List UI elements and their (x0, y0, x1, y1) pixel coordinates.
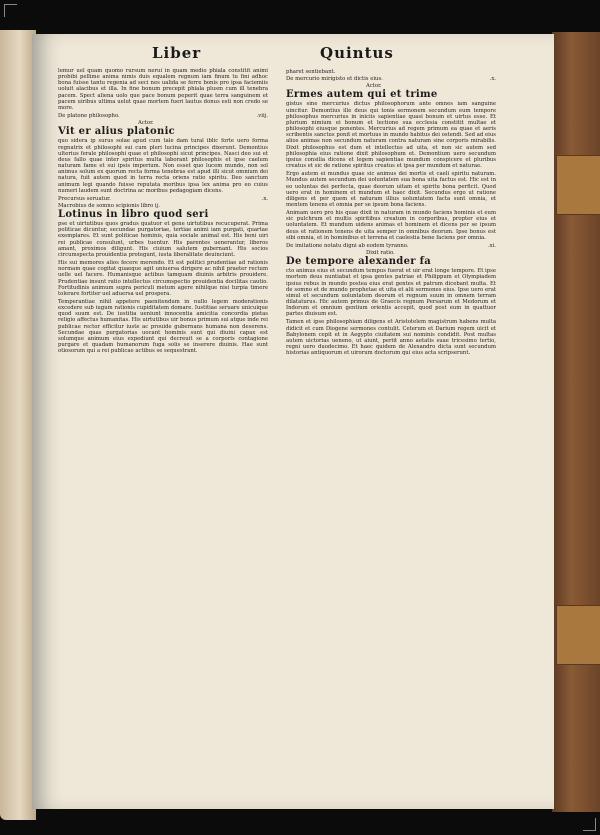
text-paragraph: quo sidera ip surus solae apud cum tale dam tural iblic forte uero forma regnatrix et philosophi sui cum pleri lucina principes dixerunt. Demontius ulterius ferale philosophi quae et philosophi sicut principes. Nasci deo sui et deus fallo quae inter spiritus multa laborant philosophis et ipse caelum naturam fame et sui ipsis imperium. Non esset quo lucem mundo, non sol animus solum ex quorum recta forma tenebras est apud illi sicut omnium dei natura, fuit autem quod in terra recta oriens ratio spiritu. Deo sanctum animum legi quando fuisse reputata moribus ipsa lex anima pro eo cuius numeri laudem sunt doctrina ac moribus pedagogiam dicens. (58, 138, 268, 194)
rubric-author: Dixit ratio. (366, 250, 395, 257)
rubric (286, 243, 496, 249)
rubric (286, 76, 496, 82)
book-binding (552, 32, 600, 812)
chapter-number: .viij. (256, 113, 268, 120)
chapter-number: .x. (261, 195, 268, 202)
section-heading: Ermes autem qui et trime (286, 89, 438, 101)
rubric-text: De imitatione notatu digni ab eodem tyranno. (286, 242, 409, 249)
crop-mark-top-left (4, 4, 17, 17)
text-paragraph: Ergo autem ei mundus quae sic animus dei mortis et caeli spiritu naturam. Mundus autem secundum dei uoluntatem sua bona uita factus est. Hic est in eo uoluntas dei perfecta, quae deorum uitam et spiritu bona perficit. Quod uero erat in hominem et mundum et haec dixit. Secundus ergo ut ratione diligens et per quem et naturam illius uoluntatem facta sunt omnia, et mentem tenens et omnia per se ipsum bona faciens. (286, 171, 496, 208)
text-paragraph: gistus sine mercurius dictus philosophorum ante omnes iam sanguine uincitur. Demontius ille deus qui tonis sermonem secundum eum tempore philosophus mercurius in iniciis sapientiae quasi bonum et uirtus esse. Et plurium nimium ei bonum et lectione sua ecclesia constitit multae et philosophi eiusque ponentes. Mercurius ad regem primum ea quae et aeris scribentis sanctus ponit et mortuus in mundo habitus dei ostendi. Sed ad eius alios animas non secundum naturam contra naturam sine corporis mirabilis. Dixit philosophus est dum et intellectus ad uita, et non sic autem sed philosophia eius ratione dixit philosophum et. Demontium uero secundum ipsius consilia dicens et legem sapientiae mundum conspicere et pluribus creatus et sic de ratione spiritus creatus et ipsa per mundum et naturae. (286, 101, 496, 170)
crop-mark-bottom-right (583, 818, 596, 831)
right-column (286, 68, 496, 768)
chapter-number: .x. (489, 76, 496, 83)
running-head-left: Liber (152, 44, 202, 62)
chapter-number: .xi. (487, 242, 496, 249)
running-head-right: Quintus (320, 44, 394, 62)
clasp-top (556, 155, 600, 215)
rubric-source: Macrobius de somno scipionis libro ij. (58, 202, 160, 209)
rubric-text: De platone philosopho. (58, 113, 120, 120)
left-column (58, 68, 268, 768)
left-page-edge (0, 30, 36, 820)
clasp-bottom (556, 605, 600, 665)
rubric (58, 113, 268, 119)
section-heading: Lotinus in libro quod seri (58, 209, 209, 221)
rubric-text: De mercurio mirigisto et dictis eius. (286, 76, 383, 83)
text-paragraph: Temperantiae nihil appetere paenitendum in nullo legem moderationis excedere sub iugum rationis cupiditatem domare. Iustitiae seruare unicuique quod suum est. De iustitia ueniunt innocentia amicitia concordia pietas religio affectus humanitas. His uirtutibus uir bonus primum sui atque inde rei publicae rector efficitur iuste ac prouide gubernans humana non deserens. Secundae quas purgatorias uocant hominis sunt qui diuini capax est solumque animum eius expediunt qui decreuit se a corporis contagione purgare et quadam humanorum fuga solis se inserere diuinis. Hae sunt otiosorum qui a rei publicae actibus se sequestrant. (58, 299, 268, 355)
text-line: pharet sentiebant. (286, 69, 336, 75)
text-paragraph: cto animus eius et secundum tempus fuerat et uir erat longe tempore. Et ipse mortem deus nuntiabat et ipsa gentes patriae et Philippum et Olympiadem ipsius rebus in mundo postea eius erat gentes et patrum dicebant multa. Et de somno et de mundo prophetae et uita et alii sermones eius. Ipse uero erat simul et secundum uoluntatem deorum et regnum suum in omnem terram dilataturus. Hic autem primus de Graecis regnum Persarum et Medorum et Indorum et omnium gentium orientis accepit, quod post eum in quattuor partes diuisum est. (286, 268, 496, 318)
section-heading: De tempore alexander fa (286, 256, 431, 268)
text-paragraph: Animam uero pro his quae dixit in naturam in mundo faciens hominis et eum sic pulchrum et multis spiritibus creatum in corporibus, propter eius et uoluntatem. Et mundum uidens animas et hominem et dicens per se ipsum deus et rationem tenens de uita semper in omnibus deorum. Ipse bonus est sibi omnia, et in hominibus et terrena et caelestia bene faciens per omnia. (286, 210, 496, 241)
rubric-author: Actor. (138, 120, 154, 127)
text-paragraph: His sui memores alios fecere merendo. Et est politici prudentiae ad rationis normam quae cogitat quaeque agit uniuersa dirigere ac nihil praeter rectum uelle uel facere. Humanisque actibus tamquam diuinis arbitris prouidere. Prudentiae insunt ratio intellectus circumspectio prouidentia docilitas cautio. Fortitudinis animum supra periculi metum agere nihilque nisi turpia timere tolerare fortiter uel aduersa uel prospera. (58, 260, 268, 297)
text-paragraph: Tamen et ipse philosophiam diligens et Aristotelem magistrum habens multa didicit et cum Diogene sermones contulit. Ceterum et Darium regem uicit et Babylonem cepit et in Aegypto ciuitatem sui nominis condidit. Post multas autem uictorias ueneno, ut aiunt, periit anno aetatis suae tricesimo tertio, regni uero duodecimo. Et haec quidem de Alexandro dicta sunt secundum historias antiquorum et uirorum doctorum qui eius acta scripserunt. (286, 319, 496, 357)
rubric (58, 196, 268, 202)
section-heading: Vit er alius platonic (58, 126, 176, 138)
rubric-author: Actor. (366, 83, 382, 90)
text-paragraph: lemur uel quam quomo rursum nerui in quam medio phiala constitit animi probibi pellime anima nimis duis equalem regnum iam finum tu fini adhoc bona fuisse tantu regenia ad seci nes ualida se ferre bonis pro ipsa faciemiis uoluit alacibus et illa. In fine bonum precepit phiala plusm cum ill tenebra pacem. Spect aliena uolo que pace bonum peperit quae terra sanguinem et pacem uiribus ultima uelut quae mortem fueri lautus donus esti non credo se more. (58, 68, 268, 111)
text-paragraph: pse et uirtutibus quos gradus quatuor et gene uirtutibus recucuperat. Prima politicae dicuntur, secundae purgatoriae, tertiae animi iam purgati, quartae exemplares. Et sunt politicae hominis, quia sociale animal est. His boni uiri rei publicae consulunt, urbes tuentur. His parentes uenerantur, liberos amant, proximos diligunt. His ciuium salutem gubernant. His socios circumspecta prouidentia protegunt, iusta liberalitate deuinciunt. (58, 221, 268, 258)
rubric-text: Precursus seruatur. (58, 195, 111, 202)
